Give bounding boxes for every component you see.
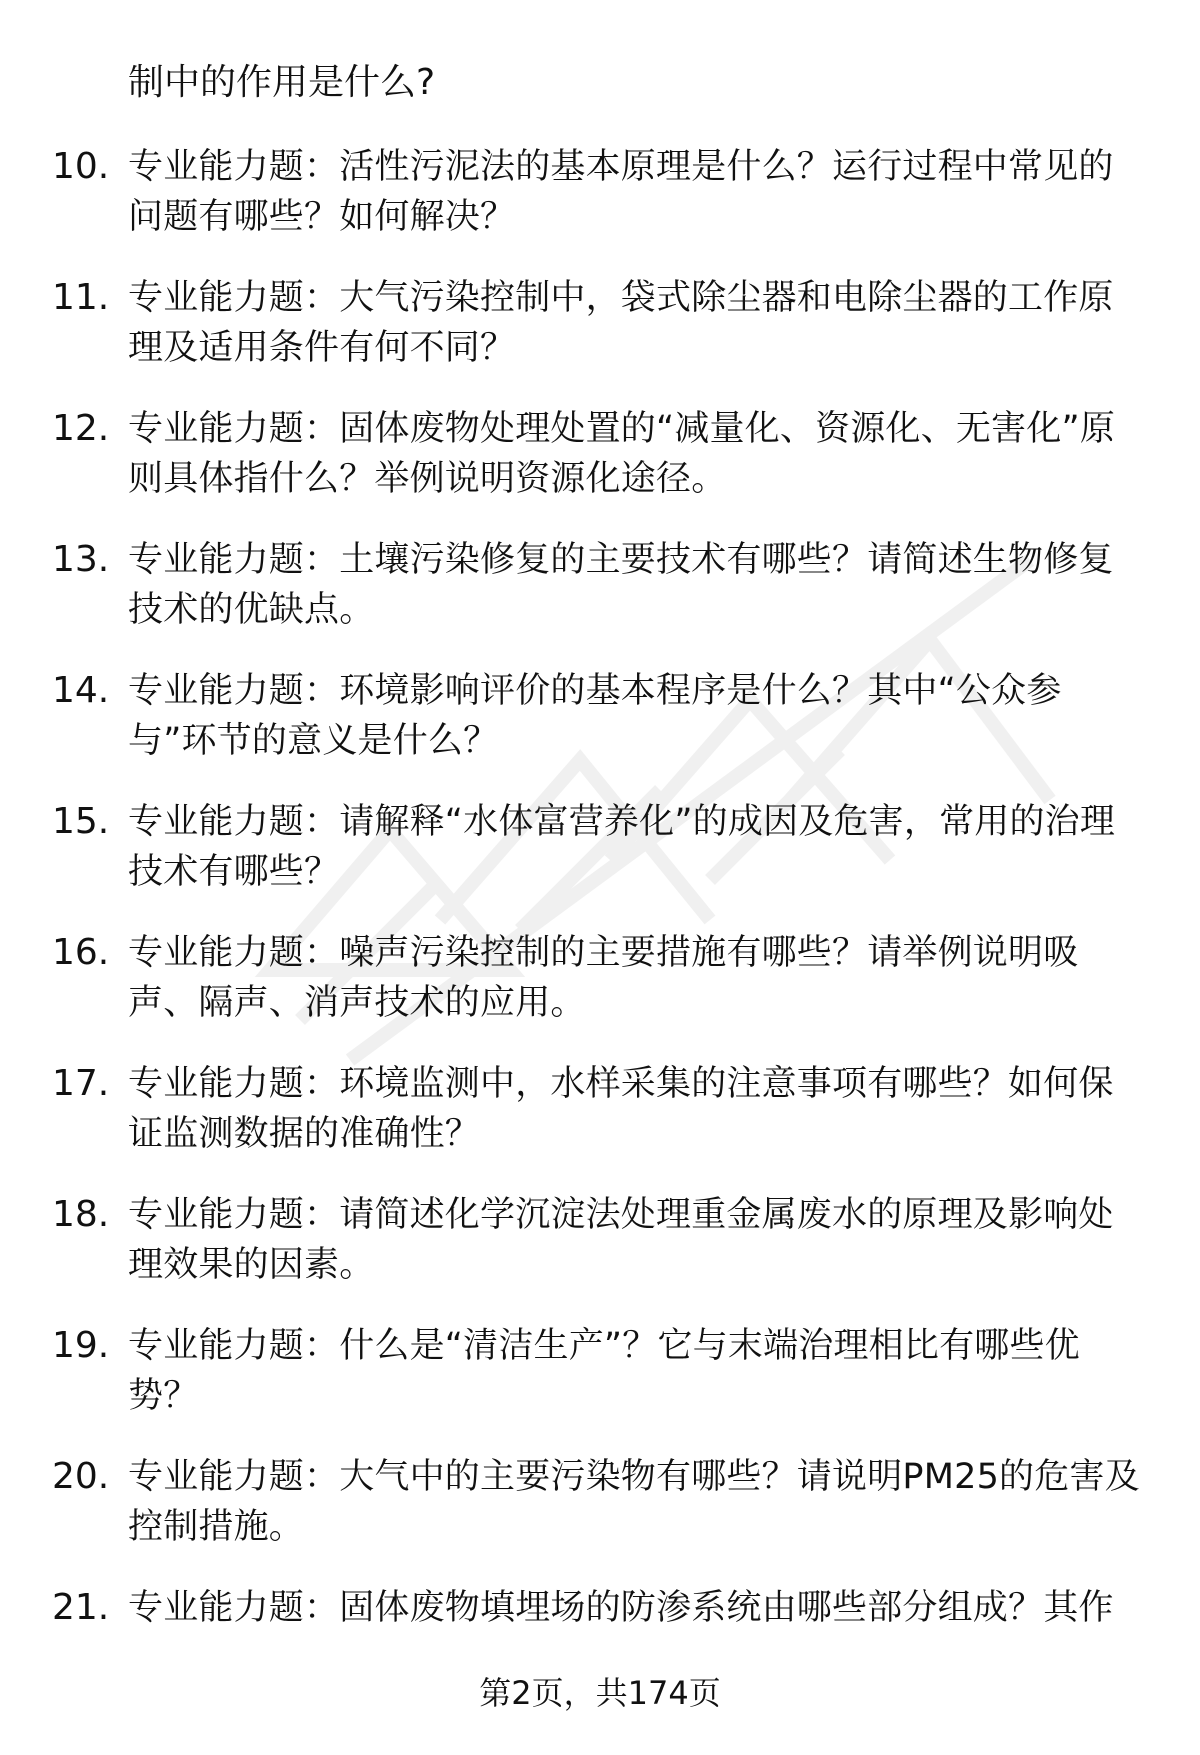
question-item xyxy=(0,1452,1200,1553)
question-number: 10. xyxy=(52,146,110,187)
question-number: 13. xyxy=(52,539,110,580)
page-number-label: 第2页，共174页 xyxy=(479,1674,721,1712)
question-item xyxy=(0,928,1200,1029)
question-item xyxy=(0,404,1200,505)
question-text: 专业能力题：环境监测中，水样采集的注意事项有哪些？如何保证监测数据的准确性？ xyxy=(128,1064,1114,1154)
question-text: 专业能力题：请简述化学沉淀法处理重金属废水的原理及影响处理效果的因素。 xyxy=(128,1195,1114,1285)
question-number: 18. xyxy=(52,1194,110,1235)
question-number: 15. xyxy=(52,801,110,842)
question-text: 专业能力题：什么是“清洁生产”？它与末端治理相比有哪些优势？ xyxy=(128,1326,1080,1416)
question-text: 专业能力题：活性污泥法的基本原理是什么？运行过程中常见的问题有哪些？如何解决？ xyxy=(128,147,1114,237)
question-text: 专业能力题：噪声污染控制的主要措施有哪些？请举例说明吸声、隔声、消声技术的应用。 xyxy=(128,933,1079,1023)
question-item xyxy=(0,1190,1200,1291)
question-text: 专业能力题：大气污染控制中，袋式除尘器和电除尘器的工作原理及适用条件有何不同？ xyxy=(128,278,1114,368)
page-footer xyxy=(0,1670,1200,1716)
question-text: 专业能力题：土壤污染修复的主要技术有哪些？请简述生物修复技术的优缺点。 xyxy=(128,540,1114,630)
question-number: 19. xyxy=(52,1325,110,1366)
question-text: 专业能力题：固体废物填埋场的防渗系统由哪些部分组成？其作 xyxy=(128,1588,1114,1628)
question-item xyxy=(0,273,1200,374)
question-item xyxy=(0,142,1200,243)
question-text: 专业能力题：固体废物处理处置的“减量化、资源化、无害化”原则具体指什么？举例说明资源化途径。 xyxy=(128,409,1116,499)
question-number: 20. xyxy=(52,1456,110,1497)
question-item xyxy=(0,535,1200,636)
question-list xyxy=(0,142,1200,1714)
question-number: 14. xyxy=(52,670,110,711)
question-number: 16. xyxy=(52,932,110,973)
question-text: 专业能力题：大气中的主要污染物有哪些？请说明PM25的危害及控制措施。 xyxy=(128,1457,1140,1547)
question-number: 12. xyxy=(52,408,110,449)
question-number: 21. xyxy=(52,1587,110,1628)
question-number: 11. xyxy=(52,277,110,318)
question-item xyxy=(0,1059,1200,1160)
question-item xyxy=(0,666,1200,767)
continuation-text: 制中的作用是什么? xyxy=(128,62,436,103)
question-text: 专业能力题：环境影响评价的基本程序是什么？其中“公众参与”环节的意义是什么？ xyxy=(128,671,1062,761)
question-number: 17. xyxy=(52,1063,110,1104)
question-item xyxy=(0,1321,1200,1422)
question-item xyxy=(0,797,1200,898)
question-text: 专业能力题：请解释“水体富营养化”的成因及危害，常用的治理技术有哪些？ xyxy=(128,802,1116,892)
question-item xyxy=(0,1583,1200,1684)
